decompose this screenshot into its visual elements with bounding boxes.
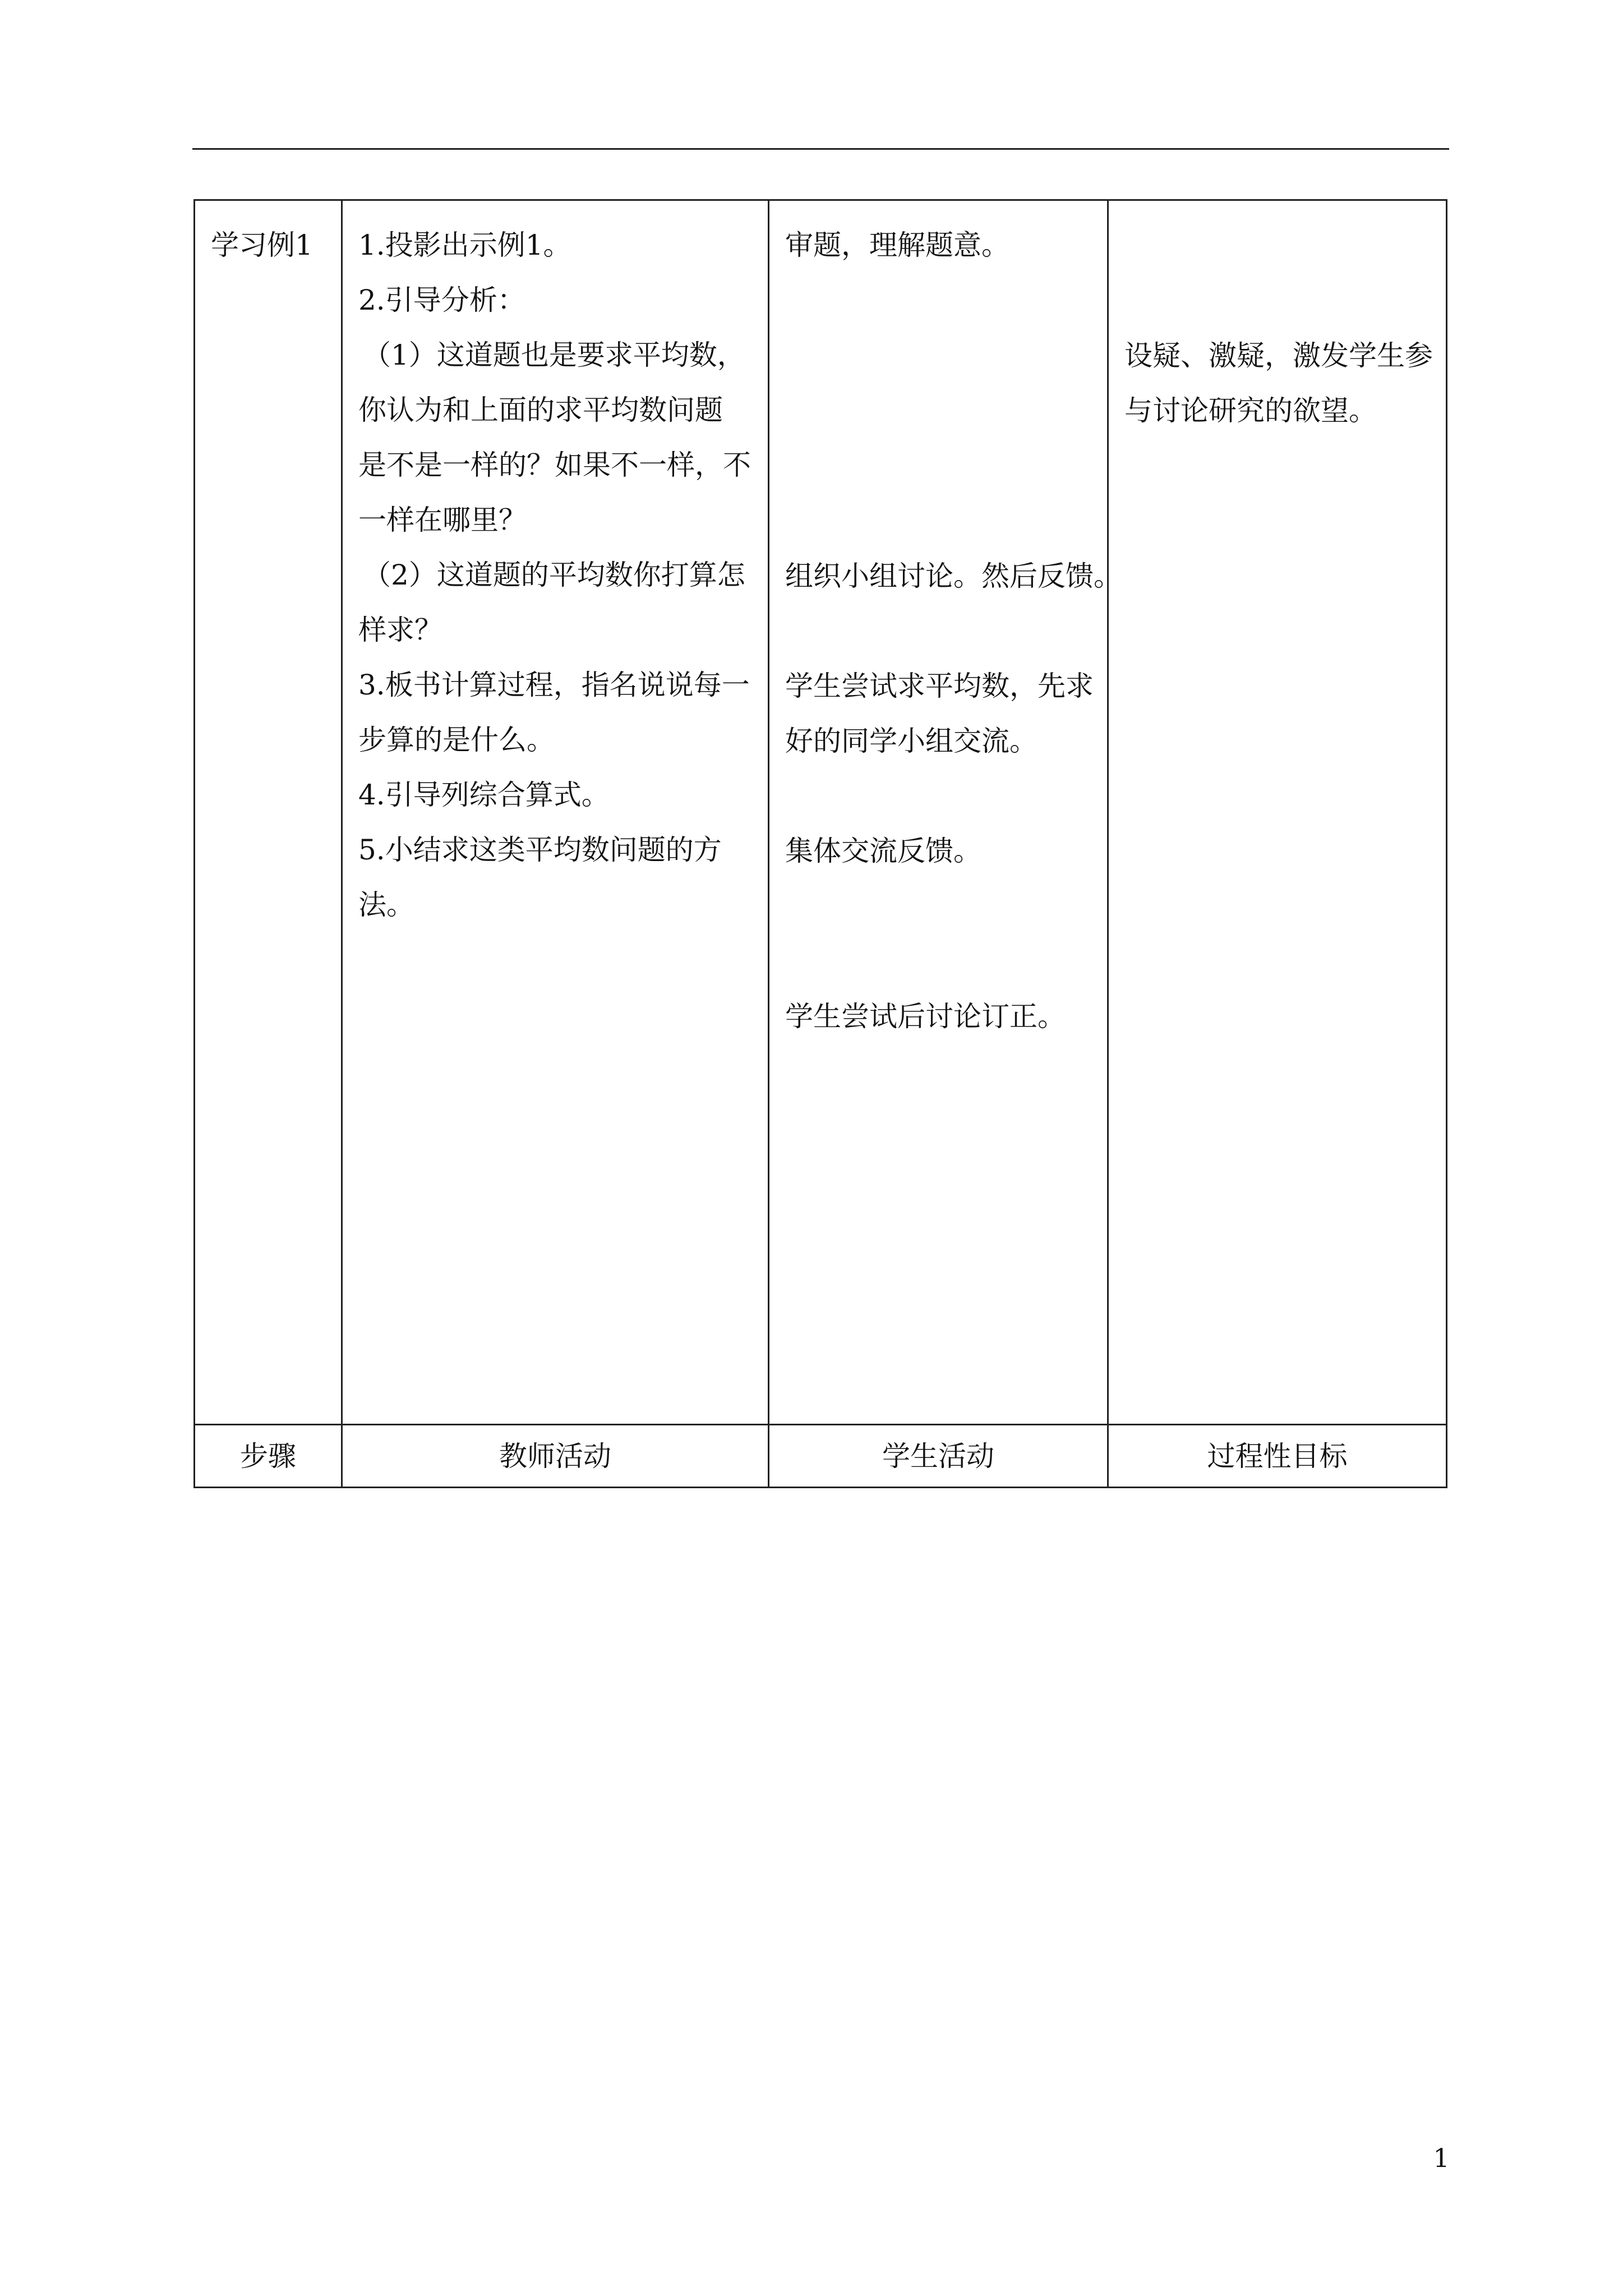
teacher-activity-cell [342,200,769,1425]
teacher-line: 2.引导分析： [358,284,525,316]
student-line: 组织小组讨论。然后反馈。 [785,560,1122,592]
teacher-line: 5.小结求这类平均数问题的方 [358,834,722,866]
student-line: 学生尝试求平均数，先求 [785,670,1094,702]
student-line: 集体交流反馈。 [785,835,981,867]
goal-item [1124,328,1433,438]
student-line: 好的同学小组交流。 [785,725,1038,757]
student-line: 审题，理解题意。 [785,229,1009,261]
step-cell [195,200,342,1425]
teacher-line: （2）这道题的平均数你打算怎 [363,559,745,591]
teacher-line: 步算的是什么。 [358,724,555,756]
header-rule [192,148,1449,150]
step-label: 学习例1 [211,229,313,261]
teacher-line: 一样在哪里？ [358,504,527,536]
process-goal-list [1124,201,1432,1407]
teacher-line: （1）这道题也是要求平均数， [363,339,745,371]
student-item [785,989,1066,1044]
teacher-line: 4.引导列综合算式。 [358,779,610,811]
goal-line: 与讨论研究的欲望。 [1124,394,1377,427]
teacher-line: 你认为和上面的求平均数问题 [358,394,723,426]
student-activity-cell [769,200,1122,1425]
student-item [785,218,1009,273]
teacher-line: 样求？ [358,614,442,646]
header-teacher-activity: 教师活动 [342,1425,769,1488]
student-item [785,823,981,878]
goal-line: 设疑、激疑，激发学生参 [1124,339,1433,372]
teacher-line: 法。 [358,889,414,921]
student-activity-list [785,201,1122,1424]
header-step: 步骤 [195,1425,342,1488]
student-line: 学生尝试后讨论订正。 [785,1000,1066,1033]
student-item [785,659,1094,769]
table-header-row [195,1425,1447,1488]
header-student-activity: 学生活动 [769,1425,1108,1488]
process-goal-cell [1108,200,1447,1425]
page-number: 1 [1433,2143,1450,2173]
lesson-plan-table [193,199,1447,1488]
teacher-line: 是不是一样的？如果不一样，不 [358,449,751,481]
teacher-activity-list [358,201,754,932]
student-item [785,549,1122,604]
header-process-goal: 过程性目标 [1108,1425,1447,1488]
teacher-line: 3.板书计算过程，指名说说每一 [358,669,750,701]
teacher-line: 1.投影出示例1。 [358,229,571,261]
table-row-content [195,200,1447,1425]
